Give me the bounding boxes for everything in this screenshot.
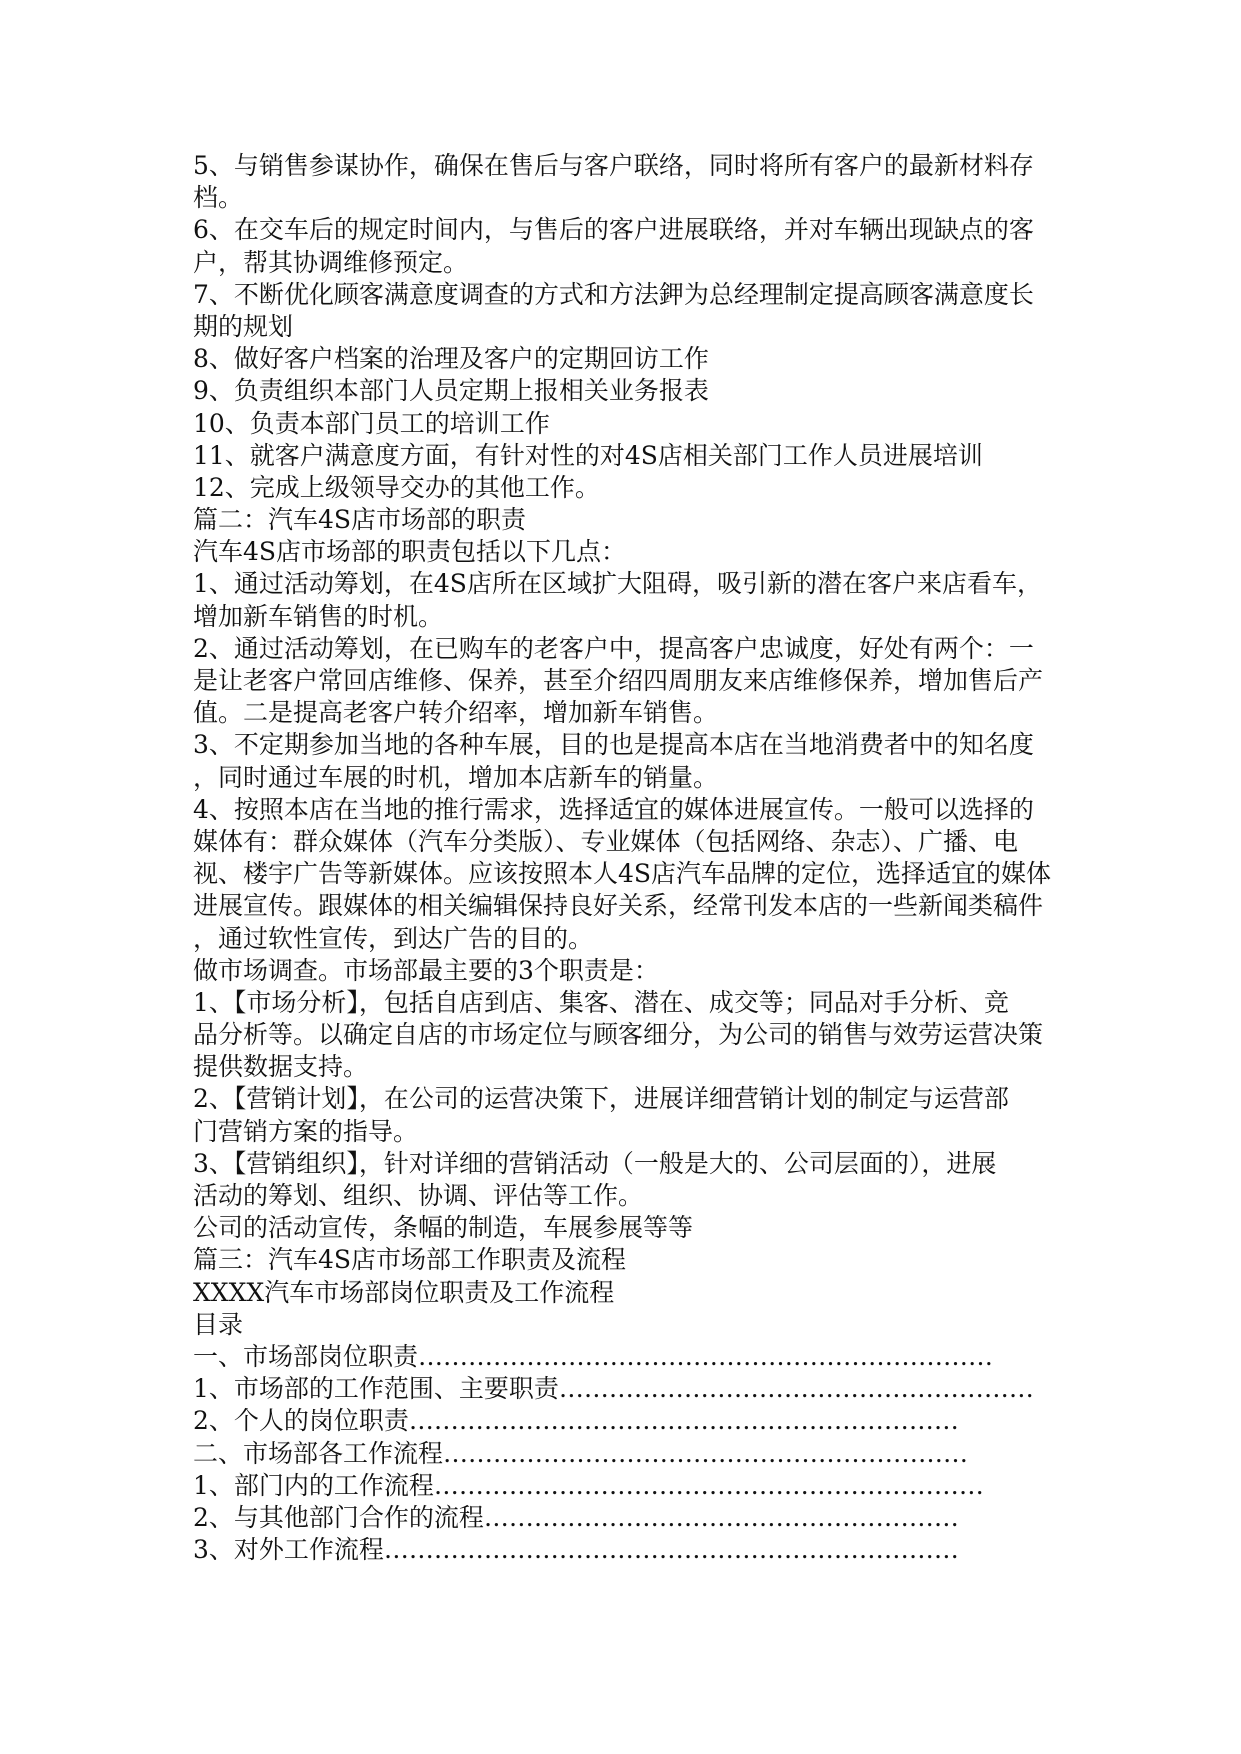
toc-entry-label: 1、市场部的工作范围、主要职责	[193, 1374, 559, 1404]
toc-leader-dots: …………………………………………………	[483, 1502, 959, 1532]
text-line: 媒体有：群众媒体（汽车分类版）、专业媒体（包括网络、杂志）、广播、电	[193, 826, 1019, 856]
toc-entry	[193, 1502, 1063, 1534]
text-line: 值。二是提高老客户转介绍率，增加新车销售。	[193, 698, 719, 728]
text-line: 2、【营销计划】，在公司的运营决策下，进展详细营销计划的制定与运营部	[193, 1084, 1009, 1114]
toc-entry	[193, 1438, 1063, 1470]
text-line: 公司的活动宣传，条幅的制造，车展参展等等	[193, 1213, 694, 1243]
toc-entry-label: 一、市场部岗位职责	[193, 1341, 419, 1371]
toc-entry	[193, 1470, 1063, 1502]
text-line: 增加新车销售的时机。	[193, 601, 444, 631]
text-line: 12、完成上级领导交办的其他工作。	[193, 472, 600, 502]
toc-entry	[193, 1373, 1063, 1405]
toc-entry	[193, 1341, 1063, 1373]
text-line: 4、按照本店在当地的推行需求，选择适宜的媒体进展宣传。一般可以选择的	[193, 794, 1034, 824]
text-line: 期的规划	[193, 311, 294, 341]
text-line: ，同时通过车展的时机，增加本店新车的销量。	[193, 762, 719, 792]
toc-leader-dots: …………………………………………………………	[408, 1406, 959, 1436]
text-line: 做市场调查。市场部最主要的3个职责是：	[193, 955, 659, 985]
toc-leader-dots: …………………………………………………………	[433, 1470, 984, 1500]
toc-entry-label: 二、市场部各工作流程	[193, 1438, 444, 1468]
section-heading: 篇二：汽车4S店市场部的职责	[193, 505, 527, 535]
section-heading: 篇三：汽车4S店市场部工作职责及流程	[193, 1245, 627, 1275]
text-line: 3、【营销组织】，针对详细的营销活动（一般是大的、公司层面的），进展	[193, 1148, 997, 1178]
toc-entry-label: 2、与其他部门合作的流程	[193, 1502, 484, 1532]
text-line: 是让老客户常回店维修、保养，甚至介绍四周朋友来店维修保养，增加售后产	[193, 666, 1044, 695]
text-line: 品分析等。以确定自店的市场定位与顾客细分，为公司的销售与效劳运营决策	[193, 1020, 1044, 1050]
text-line: 6、在交车后的规定时间内，与售后的客户进展联络，并对车辆出现缺点的客	[193, 215, 1034, 245]
text-line: 户，帮其协调维修预定。	[193, 247, 469, 277]
text-line: 2、通过活动筹划，在已购车的老客户中，提高客户忠诚度，好处有两个：一	[193, 633, 1034, 663]
text-line: 9、负责组织本部门人员定期上报相关业务报表	[193, 376, 709, 406]
text-line: 3、不定期参加当地的各种车展，目的也是提高本店在当地消费者中的知名度	[193, 730, 1034, 760]
text-line: 汽车4S店市场部的职责包括以下几点：	[193, 537, 627, 567]
toc-leader-dots: …………………………………………………	[558, 1374, 1034, 1404]
text-line: 1、通过活动筹划，在4S店所在区域扩大阻碍，吸引新的潜在客户来店看车，	[193, 569, 1042, 599]
text-line: 10、负责本部门员工的培训工作	[193, 408, 550, 438]
toc-leader-dots: ………………………………………………………	[443, 1438, 969, 1468]
text-line: 视、楼宇广告等新媒体。应该按照本人4S店汽车品牌的定位，选择适宜的媒体	[193, 859, 1052, 889]
text-line: 门营销方案的指导。	[193, 1116, 419, 1146]
text-line: 活动的筹划、组织、协调、评估等工作。	[193, 1181, 644, 1210]
text-line: 进展宣传。跟媒体的相关编辑保持良好关系，经常刊发本店的一些新闻类稿件	[193, 891, 1044, 921]
toc-leader-dots: ……………………………………………………………	[418, 1341, 994, 1371]
text-line: 7、不断优化顾客满意度调查的方式和方法鉀为总经理制定提高顾客满意度长	[193, 279, 1034, 309]
toc-leader-dots: ……………………………………………………………	[383, 1535, 959, 1565]
text-line: 8、做好客户档案的治理及客户的定期回访工作	[193, 344, 709, 374]
toc-entry	[193, 1405, 1063, 1437]
toc-entry	[193, 1534, 1063, 1566]
toc-heading: 目录	[193, 1309, 244, 1339]
toc-entry-label: 3、对外工作流程	[193, 1535, 384, 1565]
document-title: XXXX汽车市场部岗位职责及工作流程	[193, 1277, 615, 1307]
toc-entry-label: 1、部门内的工作流程	[193, 1470, 434, 1500]
toc-entry-label: 2、个人的岗位职责	[193, 1406, 409, 1436]
text-line: 11、就客户满意度方面，有针对性的对4S店相关部门工作人员进展培训	[193, 440, 983, 470]
text-line: ，通过软性宣传，到达广告的目的。	[193, 923, 594, 953]
text-line: 5、与销售参谋协作，确保在售后与客户联络，同时将所有客户的最新材料存	[193, 151, 1034, 180]
text-line: 档。	[193, 183, 244, 213]
text-line: 提供数据支持。	[193, 1052, 369, 1082]
document-page	[193, 150, 1063, 1566]
text-line: 1、【市场分析】，包括自店到店、集客、潜在、成交等；同品对手分析、竞	[193, 987, 1009, 1017]
